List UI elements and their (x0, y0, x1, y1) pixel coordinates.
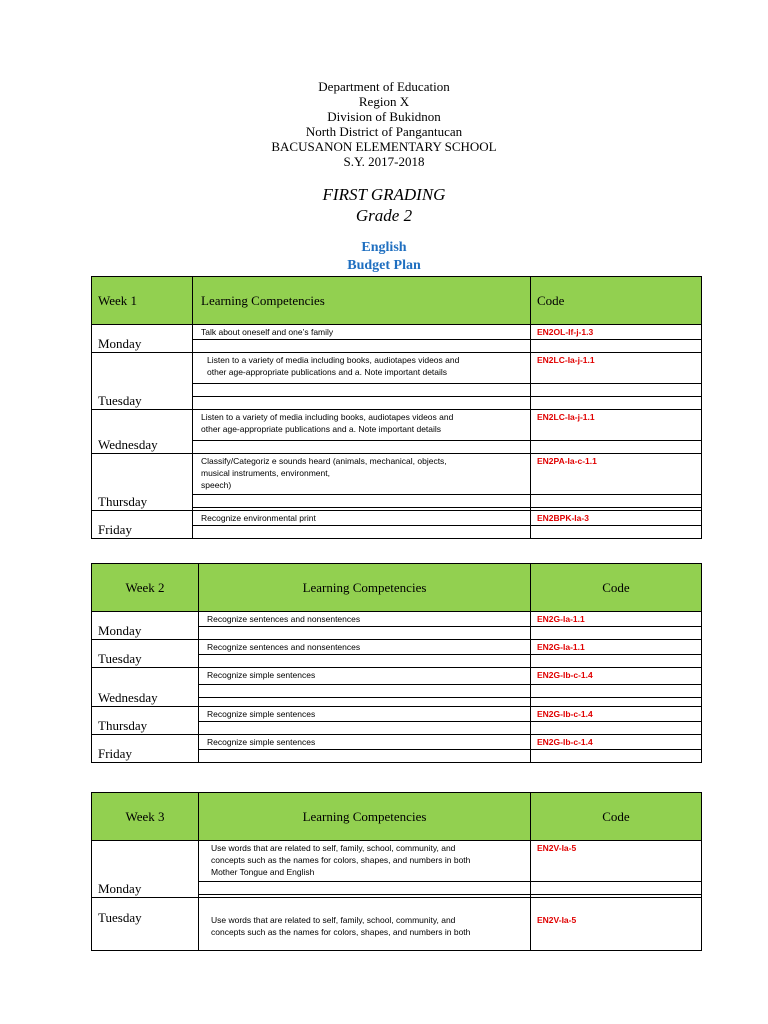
competency-code: EN2G-Ib-c-1.4 (531, 668, 702, 685)
competency: Use words that are related to self, family, school, community, and concepts such as the names for colors, shapes, and numbers in both Mother Tongue and English (199, 841, 531, 882)
day-thursday: Thursday (92, 707, 199, 735)
day-monday: Monday (92, 841, 199, 898)
table-row (92, 668, 702, 685)
header-division: Division of Bukidnon (327, 109, 441, 124)
header-department: Department of Education (318, 79, 450, 94)
table-row (92, 353, 702, 384)
competency-code: EN2G-Ib-c-1.4 (531, 735, 702, 750)
header-region: Region X (358, 94, 410, 109)
competency-code: EN2PA-Ia-c-1.1 (531, 454, 702, 495)
day-wednesday: Wednesday (92, 410, 193, 454)
competency-code: EN2G-Ib-c-1.4 (531, 707, 702, 722)
table-row (92, 325, 702, 340)
competency: Listen to a variety of media including books, audiotapes videos and other age-appropriate publications and a. Note important details (193, 410, 531, 441)
code-header: Code (531, 793, 702, 841)
table-row (92, 454, 702, 495)
day-thursday: Thursday (92, 454, 193, 511)
competency-code: EN2G-Ia-1.1 (531, 612, 702, 627)
grading-title: FIRST GRADING (322, 185, 446, 204)
week1-header-row (92, 277, 702, 325)
competency: Listen to a variety of media including books, audiotapes videos and other age-appropriate publications and a. Note important details (193, 353, 531, 384)
day-friday: Friday (92, 511, 193, 539)
week2-table (91, 563, 702, 763)
table-row (92, 841, 702, 882)
code-header: Code (531, 277, 702, 325)
day-monday: Monday (92, 612, 199, 640)
plan-title: Budget Plan (347, 258, 421, 273)
code-header: Code (531, 564, 702, 612)
day-tuesday: Tuesday (92, 640, 199, 668)
competency: Recognize simple sentences (199, 735, 531, 750)
day-friday: Friday (92, 735, 199, 763)
competency: Recognize simple sentences (199, 707, 531, 722)
table-row (92, 511, 702, 526)
competencies-header: Learning Competencies (199, 564, 531, 612)
competency: Use words that are related to self, family, school, community, and concepts such as the names for colors, shapes, and numbers in both (199, 898, 531, 951)
day-wednesday: Wednesday (92, 668, 199, 707)
competency: Recognize sentences and nonsentences (199, 612, 531, 627)
grade-title: Grade 2 (355, 206, 413, 225)
competency: Talk about oneself and one’s family (193, 325, 531, 340)
competency-code: EN2V-Ia-5 (531, 898, 702, 951)
competency-code: EN2BPK-Ia-3 (531, 511, 702, 526)
competency-code: EN2LC-Ia-j-1.1 (531, 353, 702, 384)
table-row (92, 898, 702, 951)
competency: Recognize simple sentences (199, 668, 531, 685)
header-school-year: S.Y. 2017-2018 (343, 154, 425, 169)
document-header (0, 79, 768, 169)
table-row (92, 612, 702, 627)
week1-table (91, 276, 702, 539)
table-row (92, 640, 702, 655)
competency: Recognize sentences and nonsentences (199, 640, 531, 655)
header-district: North District of Pangantucan (305, 124, 463, 139)
week2-header-row (92, 564, 702, 612)
competencies-header: Learning Competencies (199, 793, 531, 841)
table-row (92, 735, 702, 750)
week3-header-row (92, 793, 702, 841)
table-row (92, 410, 702, 441)
day-tuesday: Tuesday (92, 898, 199, 951)
week-label: Week 3 (92, 793, 199, 841)
competency-code: EN2LC-Ia-j-1.1 (531, 410, 702, 441)
subject-title: English (361, 240, 407, 255)
table-row (92, 707, 702, 722)
competency-code: EN2V-Ia-5 (531, 841, 702, 882)
competencies-header: Learning Competencies (193, 277, 531, 325)
header-school: BACUSANON ELEMENTARY SCHOOL (271, 139, 497, 154)
day-monday: Monday (92, 325, 193, 353)
week-label: Week 1 (92, 277, 193, 325)
competency: Classify/Categoriz e sounds heard (animals, mechanical, objects, musical instruments, environment, speech) (193, 454, 531, 495)
week-label: Week 2 (92, 564, 199, 612)
competency-code: EN2G-Ia-1.1 (531, 640, 702, 655)
competency: Recognize environmental print (193, 511, 531, 526)
competency-code: EN2OL-If-j-1.3 (531, 325, 702, 340)
week3-table (91, 792, 702, 951)
day-tuesday: Tuesday (92, 353, 193, 410)
